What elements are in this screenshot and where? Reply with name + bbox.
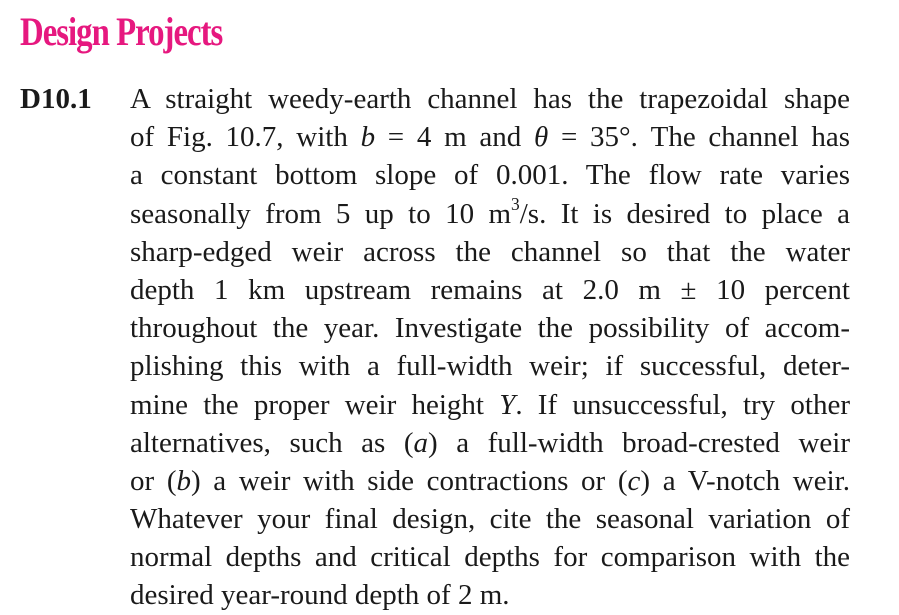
problem-text xyxy=(130,80,850,615)
problem-line: A straight weedy-earth channel has the trapezoidal shape xyxy=(130,83,850,115)
problem-line: seasonally from 5 up to 10 $m^3/s$. It is desired to place a xyxy=(130,193,850,230)
problem-line: Whatever your final design, cite the seasonal variation of xyxy=(130,503,850,536)
problem-line: sharp-edged weir across the channel so that the water xyxy=(130,235,850,268)
problem-line: alternatives, such as (a) a full-width broad-crested weir xyxy=(130,426,850,459)
problem-line: depth 1 km upstream remains at 2.0 m ± 10 percent xyxy=(130,273,850,306)
problem-line: or (b) a weir with side contractions or (c) a V-notch weir. xyxy=(130,464,850,497)
section-heading: Design Projects xyxy=(20,9,223,54)
problem-line: of Fig. 10.7, with b = 4 m and θ = 35°. The channel has xyxy=(130,121,850,154)
problem-line: plishing this with a full-width weir; if successful, deter- xyxy=(130,350,850,383)
problem-line: throughout the year. Investigate the possibility of accom- xyxy=(130,312,850,345)
problem-line: desired year-round depth of 2 m. xyxy=(130,579,510,612)
problem-line: normal depths and critical depths for comparison with the xyxy=(130,541,850,574)
problem-line: mine the proper weir height Y. If unsuccessful, try other xyxy=(130,388,850,421)
problem-line: a constant bottom slope of 0.001. The flow rate varies xyxy=(130,159,850,192)
problem-number: D10.1 xyxy=(20,83,92,115)
